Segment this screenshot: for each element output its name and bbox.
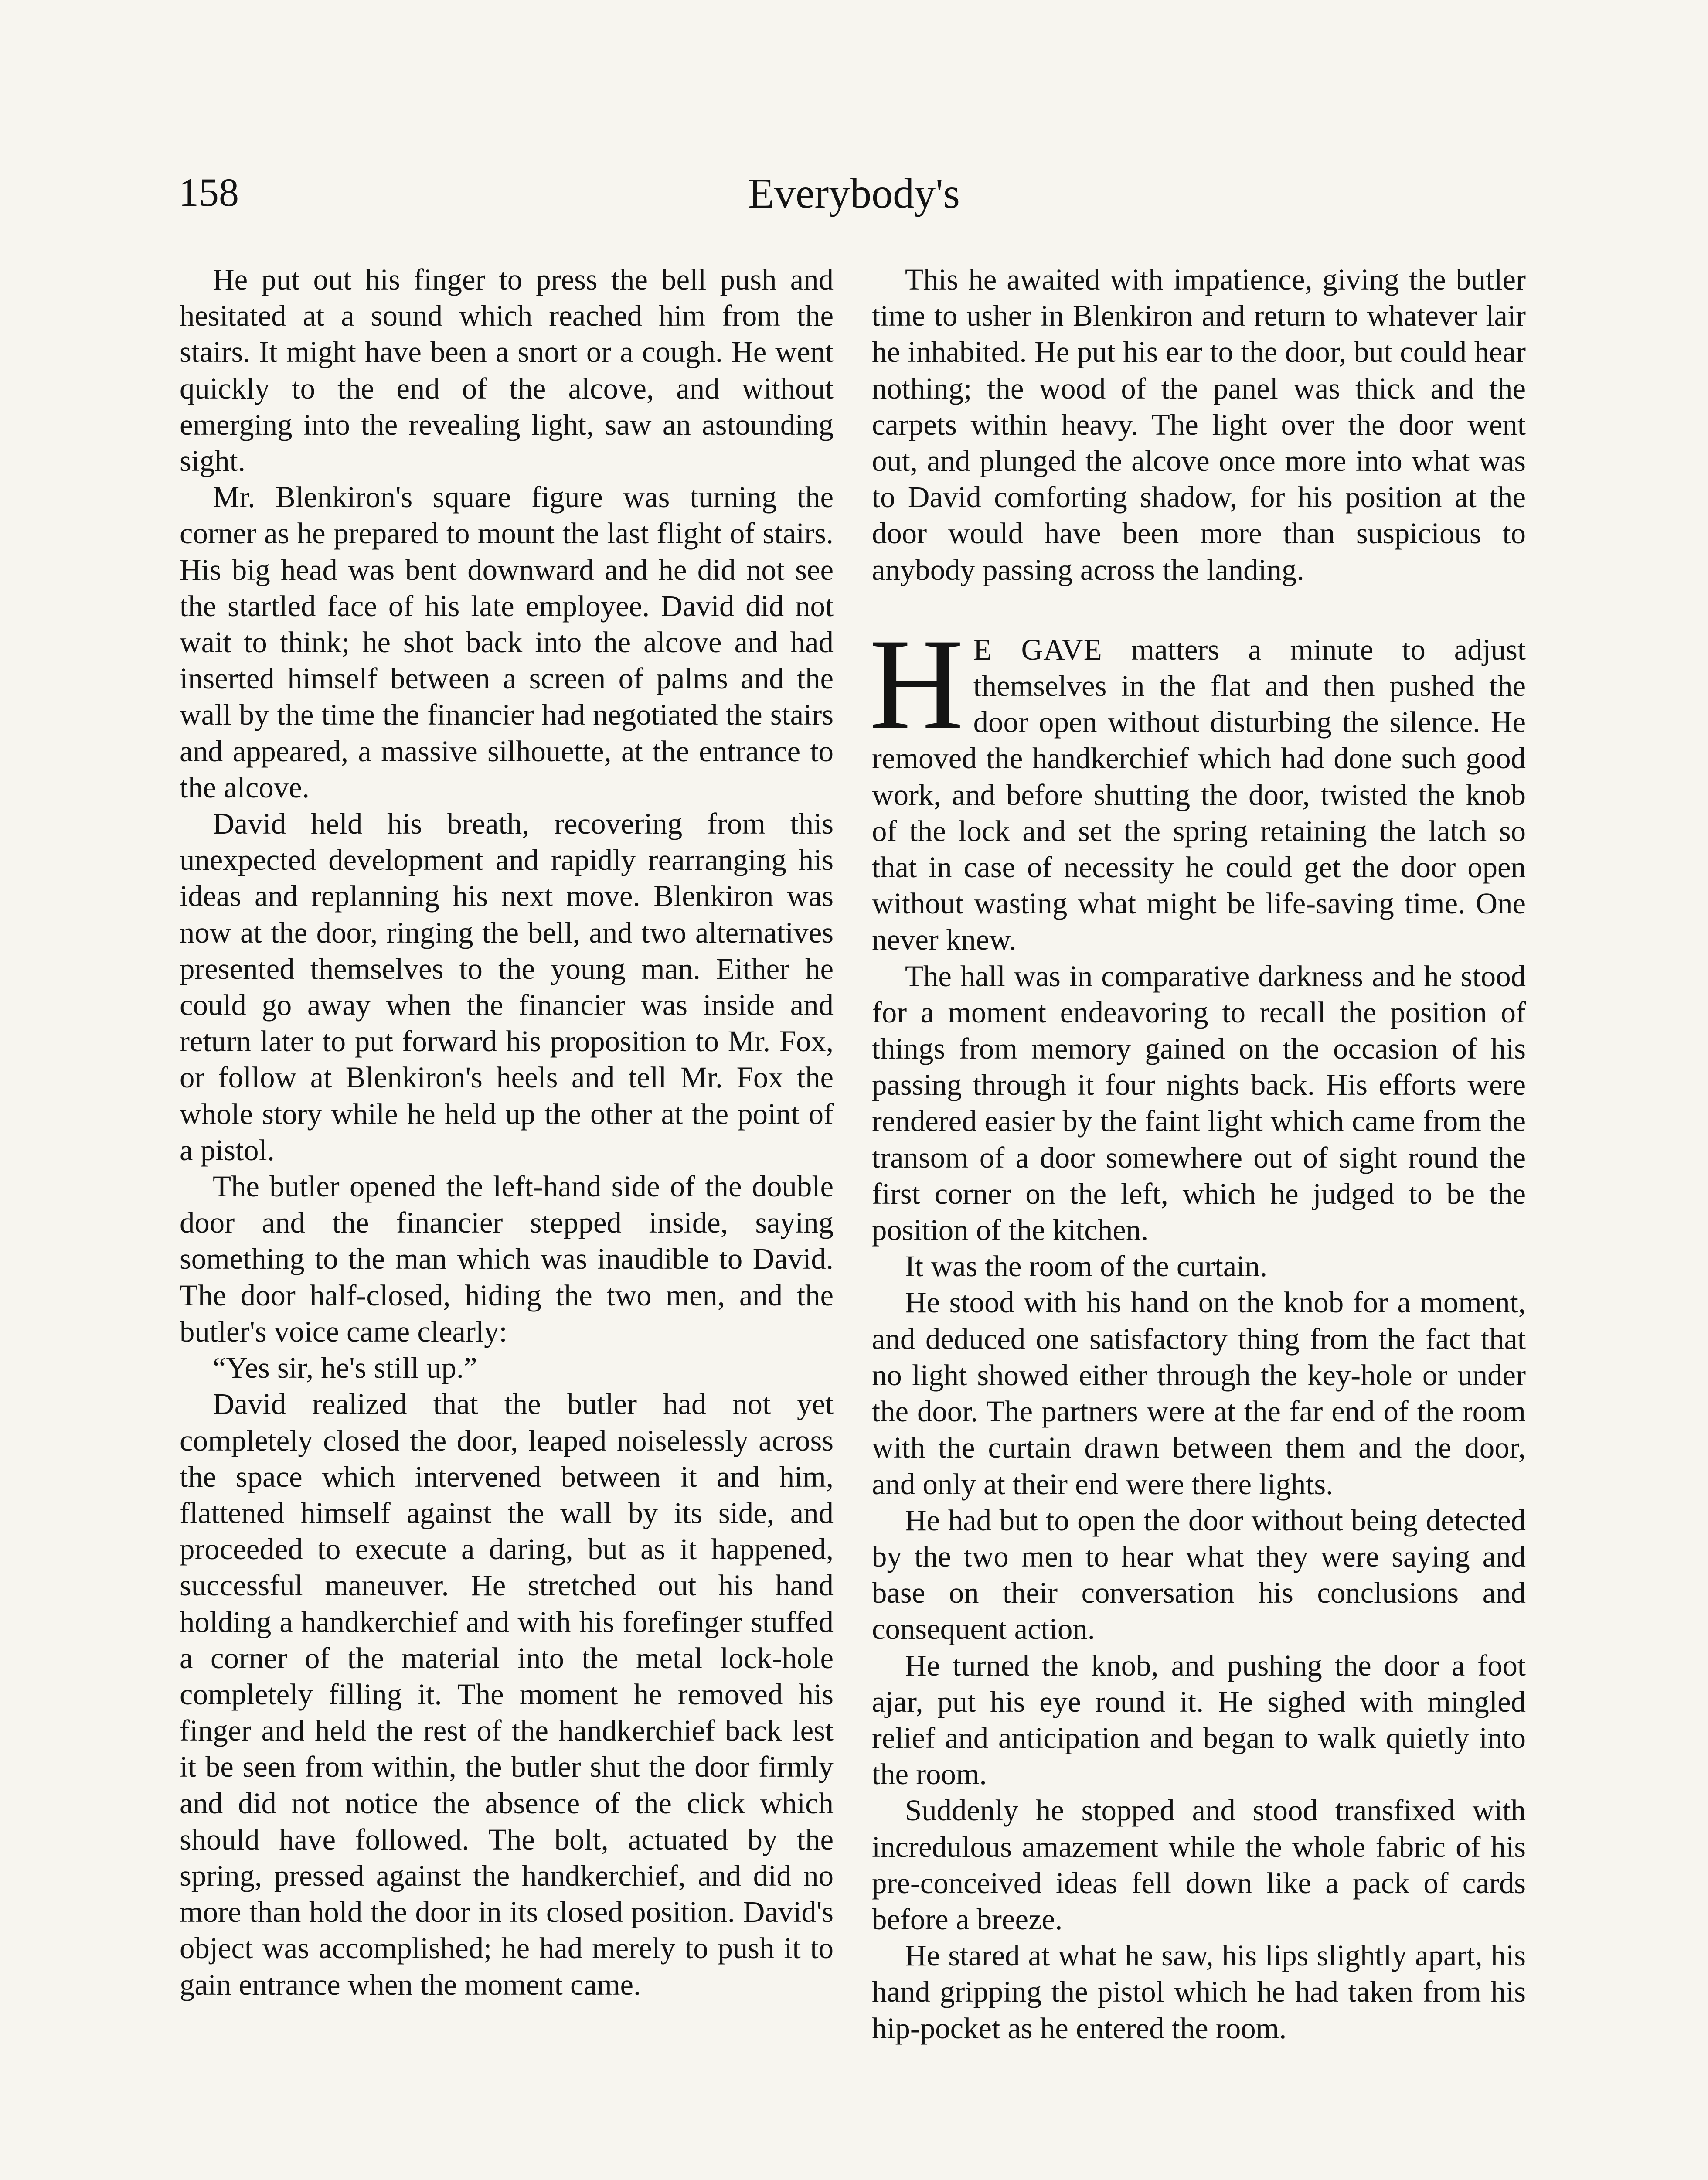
paragraph: He turned the knob, and pushing the door a foot ajar, put his eye round it. He sighed with mingled relief and anticipation and began to walk quietly into the room.: [872, 1649, 1526, 1791]
paragraph: He put out his finger to press the bell push and hesitated at a sound which reached him from the stairs. It might have been a snort or a cough. He went quickly to the end of the alcove, and without emerging into the revealing light, saw an astounding sight.: [180, 263, 834, 478]
page-number: 158: [179, 170, 239, 215]
drop-cap: H: [869, 611, 964, 756]
paragraph: David realized that the butler had not yet completely closed the door, leaped noiselessly across the space which intervened between it and him, flattened himself against the wall by its side, and proceeded to execute a daring, but as it happened, successful maneuver. He stretched out his hand holding a handkerchief and with his forefinger stuffed a corner of the material into the metal lock-hole completely filling it. The moment he removed his finger and held the rest of the handkerchief back lest it be seen from within, the butler shut the door firmly and did not notice the absence of the click which should have followed. The bolt, actuated by the spring, pressed against the handkerchief, and did no more than hold the door in its closed position. David's object was accomplished; he had merely to push it to gain entrance when the moment came.: [180, 1387, 834, 2001]
paragraph: He stared at what he saw, his lips slightly apart, his hand gripping the pistol which he had taken from his hip-pocket as he entered the room.: [872, 1939, 1526, 2045]
paragraph: It was the room of the curtain.: [905, 1250, 1268, 1283]
running-head-title: Everybody's: [748, 170, 960, 217]
paragraph: The hall was in comparative darkness and he stood for a moment endeavoring to recall the position of things from memory gained on the occasion of his passing through it four nights back. His efforts were rendered easier by the faint light which came from the transom of a door somewhere out of sight round the first corner on the left, which he judged to be the position of the kitchen.: [872, 959, 1526, 1247]
left-column: [180, 262, 834, 2003]
paragraph: Mr. Blenkiron's square figure was turning the corner as he prepared to mount the last flight of stairs. His big head was bent downward and he did not see the startled face of his late employee. David did not wait to think; he shot back into the alcove and had inserted himself between a screen of palms and the wall by the time the financier had negotiated the stairs and appeared, a massive silhouette, at the entrance to the alcove.: [180, 480, 834, 804]
section-opening-text: matters a minute to adjust themselves in the flat and then pushed the door open without disturbing the silence. He removed the handkerchief which had done such good work, and before shutting the door, twisted the knob of the lock and set the spring retaining the latch so that in case of necessity he could get the door open without wasting what might be life-saving time. One never knew.: [872, 633, 1526, 957]
paragraph: “Yes sir, he's still up.”: [213, 1351, 477, 1385]
paragraph: David held his breath, recovering from this unexpected development and rapidly rearranging his ideas and replanning his next move. Blenkiron was now at the door, ringing the bell, and two alternatives presented themselves to the young man. Either he could go away when the financier was inside and return later to put forward his proposition to Mr. Fox, or follow at Blenkiron's heels and tell Mr. Fox the whole story while he held up the other at the point of a pistol.: [180, 807, 834, 1167]
paragraph: This he awaited with impatience, giving the butler time to usher in Blenkiron and return to whatever lair he inhabited. He put his ear to the door, but could hear nothing; the wood of the panel was thick and the carpets within heavy. The light over the door went out, and plunged the alcove once more into what was to David comforting shadow, for his position at the door would have been more than suspicious to anybody passing across the landing.: [872, 263, 1526, 586]
drop-cap-lead: E GAVE: [973, 633, 1102, 666]
paragraph: He had but to open the door without being detected by the two men to hear what they were saying and base on their conversation his conclusions and consequent action.: [872, 1503, 1526, 1646]
right-column: [869, 262, 1526, 2047]
paragraph: The butler opened the left-hand side of the double door and the financier stepped inside, saying something to the man which was inaudible to David. The door half-closed, hiding the two men, and the butler's voice came clearly:: [180, 1170, 834, 1348]
paragraph: He stood with his hand on the knob for a moment, and deduced one satisfactory thing from the fact that no light showed either through the key-hole or under the door. The partners were at the far end of the room with the curtain drawn between them and the door, and only at their end were there lights.: [872, 1286, 1526, 1501]
section-opening-paragraph: [869, 611, 1526, 958]
paragraph: Suddenly he stopped and stood transfixed with incredulous amazement while the whole fabric of his pre-conceived ideas fell down like a pack of cards before a breeze.: [872, 1794, 1526, 1936]
